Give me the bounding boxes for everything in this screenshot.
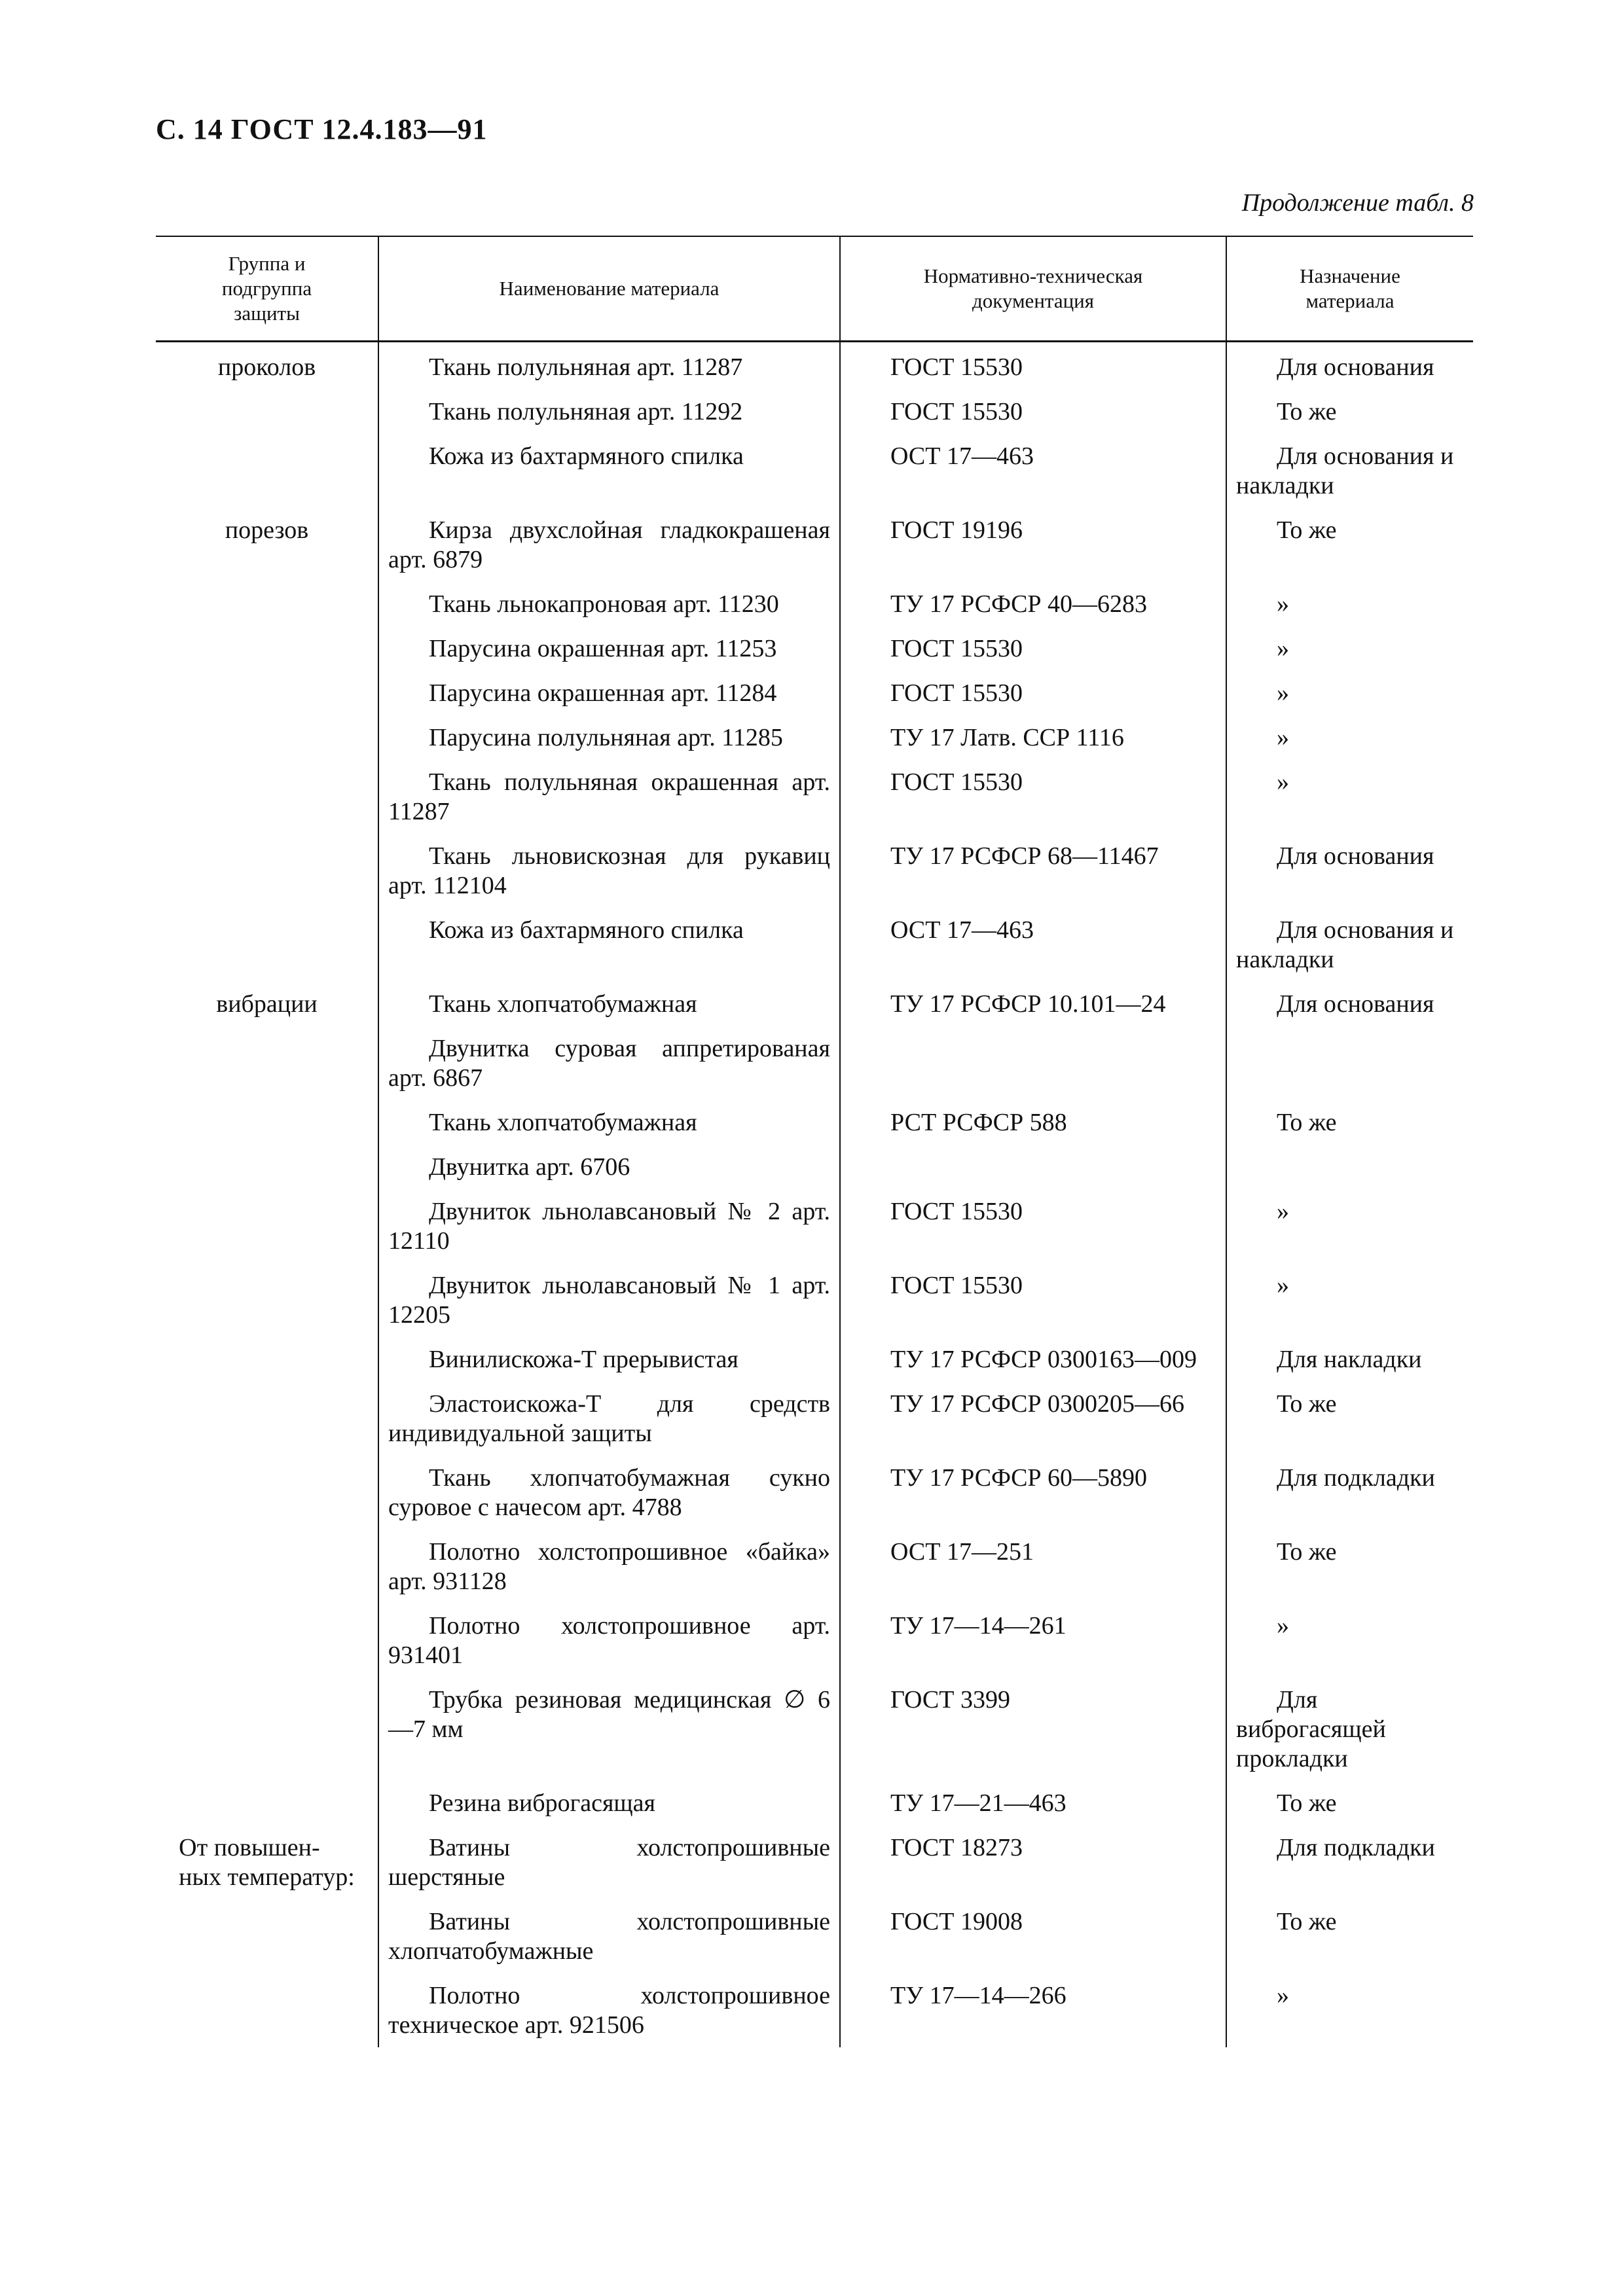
group-label-line: вибрации — [216, 990, 318, 1018]
cell-material: Кожа из бахтармяного спилка — [378, 434, 840, 508]
cell-doc: ГОСТ 15530 — [840, 342, 1226, 390]
cell-doc: ГОСТ 19196 — [840, 508, 1226, 582]
cell-material: Резина виброгасящая — [378, 1781, 840, 1825]
cell-doc: ТУ 17 РСФСР 10.101—24 — [840, 982, 1226, 1026]
cell-doc: ТУ 17 РСФСР 60—5890 — [840, 1456, 1226, 1530]
cell-purpose: » — [1226, 1973, 1473, 2047]
cell-group — [156, 1337, 378, 1382]
cell-purpose: То же — [1226, 1530, 1473, 1604]
cell-material: Ткань хлопчатобумажная — [378, 1100, 840, 1145]
cell-group — [156, 1100, 378, 1145]
cell-doc — [840, 1145, 1226, 1189]
cell-material: Ткань полульняная окрашенная арт. 11287 — [378, 760, 840, 834]
cell-doc: ТУ 17—14—266 — [840, 1973, 1226, 2047]
cell-purpose: » — [1226, 626, 1473, 671]
table-row — [156, 1530, 1473, 1604]
cell-purpose: Для накладки — [1226, 1337, 1473, 1382]
group-label-line: порезов — [225, 516, 309, 544]
table-row — [156, 582, 1473, 626]
table-caption: Продолжение табл. 8 — [1241, 189, 1474, 217]
cell-doc: ТУ 17—14—261 — [840, 1604, 1226, 1677]
cell-purpose: Для виброгасящей прокладки — [1226, 1677, 1473, 1781]
cell-group — [156, 389, 378, 434]
cell-material: Парусина окрашенная арт. 11253 — [378, 626, 840, 671]
cell-purpose: То же — [1226, 1382, 1473, 1456]
header-line: Назначение — [1300, 264, 1400, 287]
cell-purpose: » — [1226, 715, 1473, 760]
cell-material: Ватины холстопрошивные хлопчатобумажные — [378, 1899, 840, 1973]
cell-doc: ГОСТ 3399 — [840, 1677, 1226, 1781]
table-row — [156, 908, 1473, 982]
cell-purpose: » — [1226, 1604, 1473, 1677]
cell-purpose: Для основания — [1226, 982, 1473, 1026]
cell-group — [156, 1263, 378, 1337]
column-header-doc — [840, 236, 1226, 342]
cell-doc: ТУ 17—21—463 — [840, 1781, 1226, 1825]
cell-group — [156, 626, 378, 671]
cell-group — [156, 582, 378, 626]
table-row — [156, 1100, 1473, 1145]
cell-doc: ГОСТ 15530 — [840, 1189, 1226, 1263]
table-row — [156, 715, 1473, 760]
table-row — [156, 1263, 1473, 1337]
materials-table — [156, 236, 1473, 2047]
cell-material: Ткань полульняная арт. 11287 — [378, 342, 840, 390]
table-row — [156, 1145, 1473, 1189]
cell-group — [156, 715, 378, 760]
table-row — [156, 508, 1473, 582]
cell-doc: ГОСТ 19008 — [840, 1899, 1226, 1973]
cell-group — [156, 834, 378, 908]
table-row — [156, 1677, 1473, 1781]
table-row — [156, 1781, 1473, 1825]
header-line: Нормативно-техническая — [923, 264, 1143, 287]
table-row — [156, 982, 1473, 1026]
cell-purpose — [1226, 1026, 1473, 1100]
table-row — [156, 1899, 1473, 1973]
cell-doc: ТУ 17 Латв. ССР 1116 — [840, 715, 1226, 760]
column-header-material — [378, 236, 840, 342]
cell-purpose: То же — [1226, 389, 1473, 434]
cell-purpose: Для подкладки — [1226, 1825, 1473, 1899]
cell-group — [156, 1825, 378, 1899]
cell-purpose: » — [1226, 760, 1473, 834]
cell-group — [156, 1604, 378, 1677]
group-label-line: ных температур: — [179, 1863, 355, 1891]
table-row — [156, 1456, 1473, 1530]
cell-purpose: » — [1226, 1189, 1473, 1263]
table-row — [156, 1973, 1473, 2047]
group-label — [218, 353, 316, 382]
group-label — [179, 1833, 355, 1892]
table-row — [156, 1604, 1473, 1677]
cell-doc: ОСТ 17—463 — [840, 908, 1226, 982]
cell-group — [156, 1530, 378, 1604]
cell-group — [156, 434, 378, 508]
table-row — [156, 1382, 1473, 1456]
table-row — [156, 626, 1473, 671]
cell-purpose: То же — [1226, 1781, 1473, 1825]
cell-material: Ватины холстопрошивные шерстяные — [378, 1825, 840, 1899]
cell-doc: ГОСТ 15530 — [840, 1263, 1226, 1337]
cell-material: Кирза двухслойная гладкокрашеная арт. 6879 — [378, 508, 840, 582]
cell-material: Полотно холстопрошивное техническое арт. 921506 — [378, 1973, 840, 2047]
cell-material: Двунитка арт. 6706 — [378, 1145, 840, 1189]
table-row — [156, 1337, 1473, 1382]
table-row — [156, 1189, 1473, 1263]
cell-purpose: Для основания — [1226, 834, 1473, 908]
cell-doc: ГОСТ 15530 — [840, 389, 1226, 434]
cell-purpose: » — [1226, 1263, 1473, 1337]
cell-material: Полотно холстопрошивное «байка» арт. 931128 — [378, 1530, 840, 1604]
cell-doc: ГОСТ 15530 — [840, 671, 1226, 715]
table-row — [156, 342, 1473, 390]
cell-purpose — [1226, 1145, 1473, 1189]
header-line: подгруппа — [221, 277, 312, 300]
cell-doc: ТУ 17 РСФСР 0300205—66 — [840, 1382, 1226, 1456]
cell-material: Двуниток льнолавсановый № 1 арт. 12205 — [378, 1263, 840, 1337]
header-line: Наименование материала — [499, 277, 720, 300]
cell-group — [156, 508, 378, 582]
column-header-group — [156, 236, 378, 342]
table-body — [156, 342, 1473, 2048]
cell-group — [156, 1145, 378, 1189]
cell-purpose: Для подкладки — [1226, 1456, 1473, 1530]
header-line: материала — [1305, 289, 1395, 312]
cell-material: Эластоискожа-Т для средств индивидуальной защиты — [378, 1382, 840, 1456]
cell-group — [156, 671, 378, 715]
group-label — [216, 990, 318, 1019]
cell-material: Двуниток льнолавсановый № 2 арт. 12110 — [378, 1189, 840, 1263]
cell-material: Трубка резиновая медицинская ∅ 6—7 мм — [378, 1677, 840, 1781]
cell-doc: РСТ РСФСР 588 — [840, 1100, 1226, 1145]
cell-purpose: То же — [1226, 508, 1473, 582]
cell-group — [156, 1781, 378, 1825]
cell-group — [156, 908, 378, 982]
cell-purpose: » — [1226, 582, 1473, 626]
cell-group — [156, 1456, 378, 1530]
cell-doc: ГОСТ 15530 — [840, 626, 1226, 671]
cell-material: Полотно холстопрошивное арт. 931401 — [378, 1604, 840, 1677]
cell-doc: ОСТ 17—463 — [840, 434, 1226, 508]
cell-doc: ГОСТ 18273 — [840, 1825, 1226, 1899]
cell-doc — [840, 1026, 1226, 1100]
cell-material: Парусина окрашенная арт. 11284 — [378, 671, 840, 715]
cell-material: Кожа из бахтармяного спилка — [378, 908, 840, 982]
cell-group — [156, 1677, 378, 1781]
table-row — [156, 389, 1473, 434]
cell-material: Двунитка суровая аппретированая арт. 6867 — [378, 1026, 840, 1100]
cell-material: Ткань хлопчатобумажная сукно суровое с начесом арт. 4788 — [378, 1456, 840, 1530]
table-row — [156, 434, 1473, 508]
cell-group — [156, 1973, 378, 2047]
cell-purpose: Для основания и накладки — [1226, 434, 1473, 508]
cell-purpose: Для основания — [1226, 342, 1473, 390]
header-line: защиты — [234, 302, 300, 325]
cell-material: Ткань льнокапроновая арт. 11230 — [378, 582, 840, 626]
cell-group — [156, 760, 378, 834]
group-label — [225, 516, 308, 545]
cell-group — [156, 1189, 378, 1263]
cell-group — [156, 1899, 378, 1973]
cell-group — [156, 342, 378, 390]
cell-material: Винилискожа-Т прерывистая — [378, 1337, 840, 1382]
cell-doc: ТУ 17 РСФСР 0300163—009 — [840, 1337, 1226, 1382]
header-line: Группа и — [228, 252, 306, 275]
cell-purpose: » — [1226, 671, 1473, 715]
cell-group — [156, 982, 378, 1026]
group-label-line: проколов — [217, 353, 316, 381]
cell-purpose: То же — [1226, 1100, 1473, 1145]
table-row — [156, 671, 1473, 715]
cell-doc: ТУ 17 РСФСР 68—11467 — [840, 834, 1226, 908]
cell-doc: ГОСТ 15530 — [840, 760, 1226, 834]
cell-group — [156, 1026, 378, 1100]
table-row — [156, 760, 1473, 834]
table-row — [156, 1825, 1473, 1899]
column-header-purpose — [1226, 236, 1473, 342]
cell-purpose: То же — [1226, 1899, 1473, 1973]
cell-doc: ТУ 17 РСФСР 40—6283 — [840, 582, 1226, 626]
table-row — [156, 1026, 1473, 1100]
cell-material: Ткань хлопчатобумажная — [378, 982, 840, 1026]
page-header: С. 14 ГОСТ 12.4.183—91 — [156, 113, 488, 145]
group-label-line: От повышен- — [179, 1834, 320, 1861]
cell-group — [156, 1382, 378, 1456]
table-header-row — [156, 236, 1473, 342]
cell-material: Парусина полульняная арт. 11285 — [378, 715, 840, 760]
cell-purpose: Для основания и накладки — [1226, 908, 1473, 982]
table-row — [156, 834, 1473, 908]
cell-material: Ткань полульняная арт. 11292 — [378, 389, 840, 434]
cell-material: Ткань льновискозная для рукавиц арт. 112104 — [378, 834, 840, 908]
header-line: документация — [972, 289, 1095, 312]
cell-doc: ОСТ 17—251 — [840, 1530, 1226, 1604]
